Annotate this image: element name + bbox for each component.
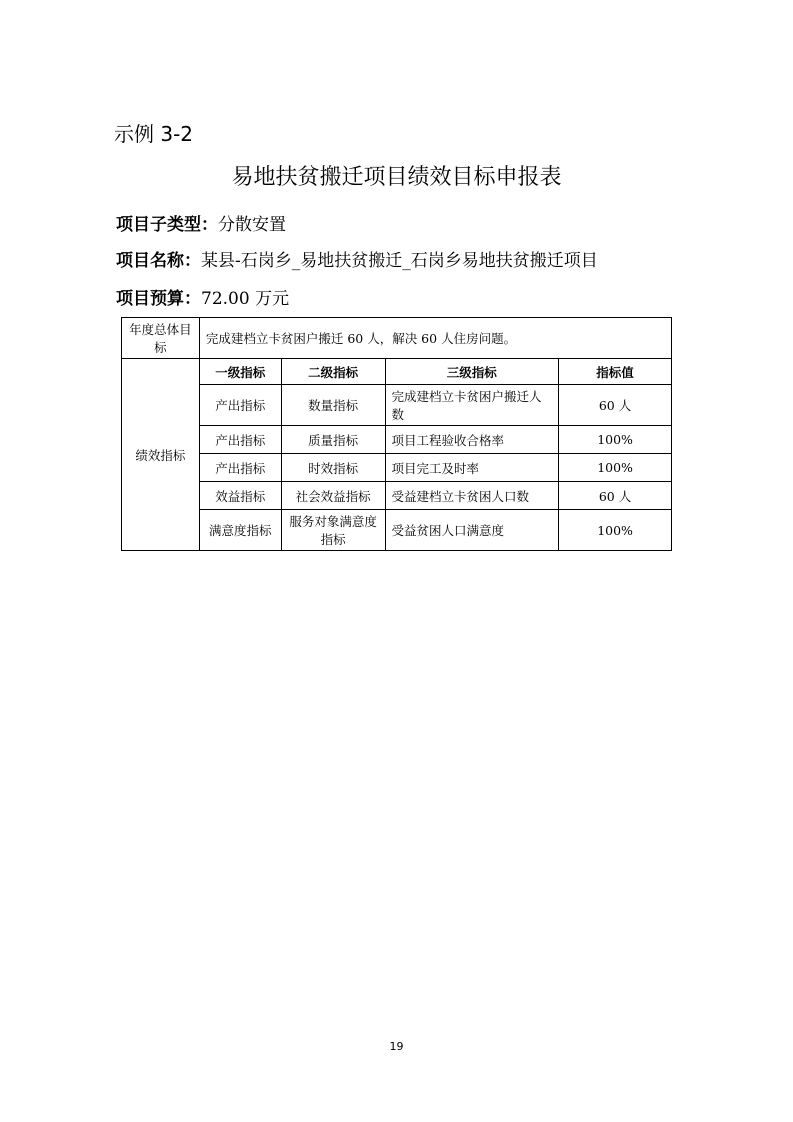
- cell-level1: 产出指标: [199, 454, 281, 482]
- field-value: 某县-石岗乡_易地扶贫搬迁_石岗乡易地扶贫搬迁项目: [201, 251, 598, 271]
- cell-level3: 完成建档立卡贫困户搬迁人数: [385, 385, 559, 426]
- cell-level1: 效益指标: [199, 482, 281, 510]
- performance-table: [121, 317, 672, 551]
- field-value: 分散安置: [218, 215, 286, 235]
- cell-level3: 项目完工及时率: [385, 454, 559, 482]
- field-label: 项目预算：: [116, 289, 201, 309]
- field-label: 项目子类型：: [116, 215, 218, 235]
- cell-level2: 社会效益指标: [281, 482, 385, 510]
- table-row: [122, 426, 672, 454]
- field-budget: [116, 284, 289, 309]
- header-level1: 一级指标: [199, 359, 281, 385]
- table-row: [122, 482, 672, 510]
- table-row: [122, 385, 672, 426]
- cell-level1: 产出指标: [199, 385, 281, 426]
- cell-level2: 服务对象满意度指标: [281, 510, 385, 551]
- field-label: 项目名称：: [116, 251, 201, 271]
- cell-value: 60 人: [559, 385, 672, 426]
- cell-value: 100%: [559, 510, 672, 551]
- cell-level3: 受益贫困人口满意度: [385, 510, 559, 551]
- field-value: 72.00 万元: [201, 289, 290, 309]
- header-value: 指标值: [559, 359, 672, 385]
- annual-goal-row: [122, 318, 672, 359]
- field-project-name: [116, 246, 598, 271]
- cell-value: 100%: [559, 426, 672, 454]
- example-label: 示例 3-2: [114, 122, 194, 146]
- cell-level2: 时效指标: [281, 454, 385, 482]
- annual-goal-text: 完成建档立卡贫困户搬迁 60 人，解决 60 人住房问题。: [199, 318, 671, 359]
- cell-level2: 数量指标: [281, 385, 385, 426]
- field-subtype: [116, 210, 286, 235]
- header-row: [122, 359, 672, 385]
- page-number: 19: [389, 1040, 404, 1053]
- document-title: 易地扶贫搬迁项目绩效目标申报表: [231, 165, 562, 190]
- cell-level1: 满意度指标: [199, 510, 281, 551]
- cell-level3: 受益建档立卡贫困人口数: [385, 482, 559, 510]
- cell-level3: 项目工程验收合格率: [385, 426, 559, 454]
- header-level2: 二级指标: [281, 359, 385, 385]
- header-level3: 三级指标: [385, 359, 559, 385]
- table-row: [122, 510, 672, 551]
- annual-goal-label: 年度总体目标: [122, 318, 200, 359]
- table-row: [122, 454, 672, 482]
- cell-level1: 产出指标: [199, 426, 281, 454]
- cell-level2: 质量指标: [281, 426, 385, 454]
- cell-value: 60 人: [559, 482, 672, 510]
- cell-value: 100%: [559, 454, 672, 482]
- indicators-label: 绩效指标: [122, 359, 200, 551]
